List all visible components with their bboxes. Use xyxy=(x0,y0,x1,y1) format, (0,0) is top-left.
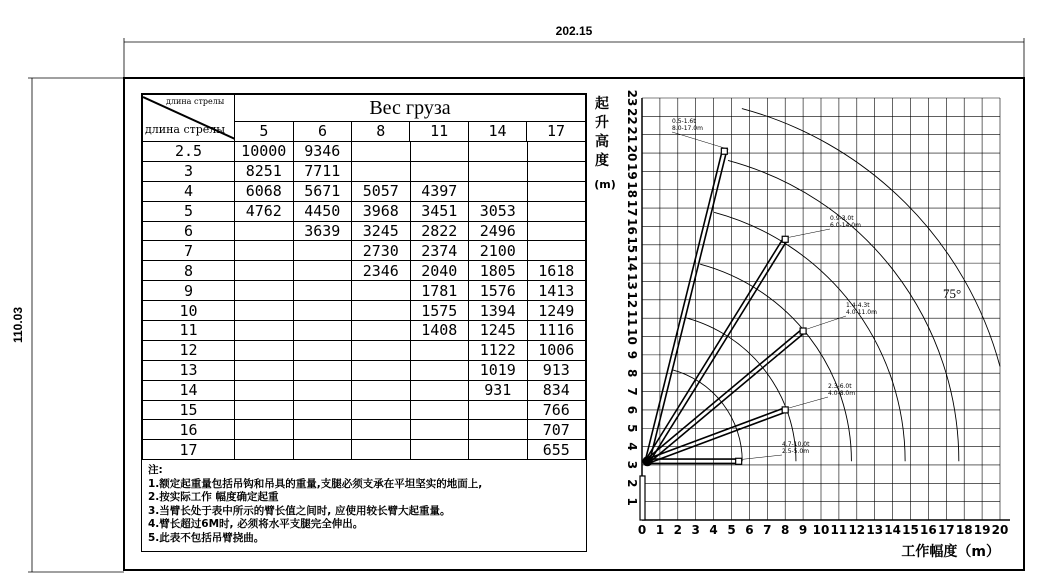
note-line: 4.臂长超过6M时, 必须将水平支腿完全伸出。 xyxy=(148,518,364,531)
load-value-cell: 2100 xyxy=(469,241,528,261)
load-value-cell: 1805 xyxy=(469,261,528,281)
load-value-cell: 766 xyxy=(527,400,586,420)
boom-label-length: 6.0-14.0m xyxy=(830,222,861,229)
table-row xyxy=(143,301,586,321)
table-row xyxy=(143,281,586,301)
boom-length-cell: 9 xyxy=(143,281,235,301)
x-tick-label: 9 xyxy=(798,523,808,537)
x-tick-label: 0 xyxy=(637,523,647,537)
boom-label-length: 2.5-5.0m xyxy=(782,448,810,455)
load-chart xyxy=(594,90,1010,560)
load-value-cell xyxy=(469,420,528,440)
boom-length-cell: 13 xyxy=(143,360,235,380)
x-tick-label: 5 xyxy=(727,523,736,537)
load-value-cell xyxy=(410,420,469,440)
table-row xyxy=(143,440,586,460)
x-tick-label: 3 xyxy=(691,523,700,537)
load-value-cell: 9346 xyxy=(293,142,352,162)
boom-tip xyxy=(782,236,788,242)
load-value-cell: 2496 xyxy=(469,221,528,241)
y-tick-label: 23 xyxy=(625,89,639,107)
load-value-cell xyxy=(352,420,411,440)
load-value-cell: 913 xyxy=(527,360,586,380)
load-value-cell xyxy=(352,400,411,420)
load-value-cell xyxy=(352,380,411,400)
load-table xyxy=(142,94,586,460)
table-row xyxy=(143,221,586,241)
load-value-cell: 1575 xyxy=(410,301,469,321)
load-value-cell xyxy=(527,221,586,241)
boom-length-cell: 8 xyxy=(143,261,235,281)
boom-label-length: 4.0-11.0m xyxy=(846,309,877,316)
y-tick-label: 22 xyxy=(625,107,639,125)
width-dimension-label: 202.15 xyxy=(555,24,593,38)
note-line: 2.按实际工作 幅度确定起重 xyxy=(148,491,279,504)
load-value-cell xyxy=(235,400,294,420)
load-value-cell xyxy=(469,440,528,460)
load-value-cell xyxy=(352,360,411,380)
boom-length-cell: 7 xyxy=(143,241,235,261)
boom-label-load: 1.4-4.3t xyxy=(846,302,870,309)
height-dimension-label: 110.03 xyxy=(11,306,25,344)
load-value-cell xyxy=(293,281,352,301)
table-row xyxy=(143,380,586,400)
load-value-cell: 1122 xyxy=(469,340,528,360)
boom-length-cell: 11 xyxy=(143,321,235,341)
load-value-cell xyxy=(352,440,411,460)
load-value-cell: 1245 xyxy=(469,321,528,341)
note-line: 1.额定起重量包括吊钩和吊具的重量,支腿必须支承在平坦坚实的地面上, xyxy=(148,477,483,490)
load-value-cell: 1413 xyxy=(527,281,586,301)
load-value-cell: 1006 xyxy=(527,340,586,360)
boom-label-leader xyxy=(789,397,828,408)
boom-tip xyxy=(721,148,727,154)
load-value-cell: 3053 xyxy=(469,201,528,221)
boom-label-load: 0.9-3.0t xyxy=(830,215,854,222)
load-value-cell xyxy=(527,241,586,261)
load-value-cell: 8251 xyxy=(235,161,294,181)
load-value-cell xyxy=(235,281,294,301)
load-value-cell xyxy=(235,221,294,241)
load-table-box xyxy=(141,93,587,552)
boom-length-cell: 14 xyxy=(143,380,235,400)
boom-length-cell: 6 xyxy=(143,221,235,241)
radius-header-cell: 17 xyxy=(527,122,585,141)
boom-length-cell: 15 xyxy=(143,400,235,420)
load-value-cell xyxy=(527,201,586,221)
load-value-cell: 931 xyxy=(469,380,528,400)
radius-header-cell: 14 xyxy=(468,122,526,141)
load-value-cell xyxy=(235,261,294,281)
y-tick-label: 9 xyxy=(625,350,639,360)
load-value-cell xyxy=(293,360,352,380)
load-value-cell xyxy=(410,360,469,380)
load-value-cell: 4450 xyxy=(293,201,352,221)
y-tick-label: 3 xyxy=(625,460,639,470)
load-value-cell xyxy=(235,301,294,321)
notes-block xyxy=(142,460,586,545)
x-tick-label: 10 xyxy=(812,523,830,537)
load-value-cell: 4397 xyxy=(410,181,469,201)
load-value-cell xyxy=(410,161,469,181)
x-tick-label: 14 xyxy=(884,523,901,537)
table-row xyxy=(143,201,586,221)
load-value-cell xyxy=(410,440,469,460)
corner-bottom-label: длина стрелы xyxy=(145,123,226,136)
load-value-cell xyxy=(352,301,411,321)
radius-header xyxy=(235,121,585,141)
table-corner-cell xyxy=(143,95,235,142)
load-value-cell xyxy=(527,181,586,201)
load-value-cell xyxy=(293,241,352,261)
load-value-cell xyxy=(527,161,586,181)
boom-label-leader xyxy=(789,229,830,237)
table-row xyxy=(143,241,586,261)
boom-length-cell: 16 xyxy=(143,420,235,440)
radius-header-cell: 8 xyxy=(352,122,410,141)
load-value-cell xyxy=(235,321,294,341)
table-row xyxy=(143,142,586,162)
load-value-cell xyxy=(410,142,469,162)
envelope-arc xyxy=(742,109,1000,367)
load-value-cell: 2730 xyxy=(352,241,411,261)
y-tick-label: 11 xyxy=(625,309,639,327)
x-tick-label: 20 xyxy=(991,523,1009,537)
table-row xyxy=(143,321,586,341)
x-tick-label: 13 xyxy=(866,523,884,537)
boom-label-length: 4.0-8.0m xyxy=(828,390,856,397)
boom-tip xyxy=(800,328,806,334)
y-axis-label-char: 升 xyxy=(595,115,609,131)
boom-tip xyxy=(736,458,742,464)
x-tick-label: 7 xyxy=(763,523,772,537)
load-value-cell xyxy=(469,142,528,162)
y-tick-label: 20 xyxy=(625,144,639,162)
y-tick-label: 6 xyxy=(625,405,639,415)
load-value-cell: 707 xyxy=(527,420,586,440)
y-axis-label-char: 高 xyxy=(595,134,609,150)
load-value-cell: 6068 xyxy=(235,181,294,201)
x-tick-label: 6 xyxy=(745,523,754,537)
load-value-cell xyxy=(352,340,411,360)
y-tick-label: 7 xyxy=(625,387,639,396)
load-value-cell xyxy=(352,161,411,181)
load-value-cell: 1408 xyxy=(410,321,469,341)
y-tick-label: 13 xyxy=(625,273,639,290)
x-tick-label: 1 xyxy=(655,523,665,537)
envelope-arc xyxy=(700,264,851,461)
load-value-cell: 2346 xyxy=(352,261,411,281)
load-value-cell: 4762 xyxy=(235,201,294,221)
load-value-cell: 5671 xyxy=(293,181,352,201)
boom-label-load: 4.7-10.0t xyxy=(782,441,810,448)
load-value-cell: 7711 xyxy=(293,161,352,181)
y-axis-label-char: 起 xyxy=(595,96,609,112)
table-row xyxy=(143,181,586,201)
boom-length-cell: 10 xyxy=(143,301,235,321)
table-row xyxy=(143,420,586,440)
boom-line xyxy=(646,238,784,460)
y-tick-label: 2 xyxy=(625,479,639,488)
load-value-cell: 5057 xyxy=(352,181,411,201)
y-tick-label: 10 xyxy=(625,328,639,345)
boom-line xyxy=(650,152,727,462)
x-tick-label: 2 xyxy=(673,523,682,537)
weight-title: Вес груза xyxy=(369,97,451,119)
table-row xyxy=(143,261,586,281)
load-value-cell: 3245 xyxy=(352,221,411,241)
y-tick-label: 15 xyxy=(625,236,639,254)
y-tick-label: 8 xyxy=(625,369,639,378)
x-tick-label: 17 xyxy=(937,523,955,537)
boom-length-cell: 17 xyxy=(143,440,235,460)
boom-tip xyxy=(782,407,788,413)
radius-header-cell: 5 xyxy=(235,122,293,141)
load-value-cell: 2040 xyxy=(410,261,469,281)
boom-label-load: 0.5-1.6t xyxy=(672,118,696,125)
load-value-cell: 1249 xyxy=(527,301,586,321)
load-value-cell: 655 xyxy=(527,440,586,460)
load-value-cell: 3451 xyxy=(410,201,469,221)
boom-length-cell: 5 xyxy=(143,201,235,221)
boom-length-cell: 12 xyxy=(143,340,235,360)
y-tick-label: 5 xyxy=(625,424,639,433)
y-axis-label-char: 度 xyxy=(595,153,609,169)
load-value-cell xyxy=(293,340,352,360)
load-value-cell xyxy=(235,440,294,460)
weight-header-cell xyxy=(235,95,586,142)
boom-line xyxy=(648,412,786,463)
y-tick-label: 1 xyxy=(625,497,639,506)
x-tick-label: 15 xyxy=(902,523,919,537)
x-tick-label: 18 xyxy=(955,523,973,537)
radius-header-cell: 6 xyxy=(293,122,351,141)
load-value-cell xyxy=(410,380,469,400)
load-value-cell: 1618 xyxy=(527,261,586,281)
radius-header-cell: 11 xyxy=(410,122,468,141)
y-tick-label: 17 xyxy=(625,199,639,217)
load-value-cell xyxy=(469,400,528,420)
note-line: 3.当臂长处于表中所示的臂长值之间时, 应使用较长臂大起重量。 xyxy=(148,504,451,517)
table-row xyxy=(143,340,586,360)
boom-line xyxy=(645,151,722,461)
boom-length-cell: 2.5 xyxy=(143,142,235,162)
load-value-cell: 1394 xyxy=(469,301,528,321)
note-line: 注: xyxy=(148,464,163,477)
load-value-cell xyxy=(235,340,294,360)
boom-length-cell: 3 xyxy=(143,161,235,181)
load-value-cell xyxy=(235,241,294,261)
boom-label-load: 2.3-6.0t xyxy=(828,383,852,390)
y-tick-label: 21 xyxy=(625,126,639,144)
y-tick-label: 4 xyxy=(625,442,639,451)
note-line: 5.此表不包括吊臂挠曲。 xyxy=(148,531,265,544)
load-value-cell: 1576 xyxy=(469,281,528,301)
y-tick-label: 12 xyxy=(625,291,639,309)
load-value-cell xyxy=(469,181,528,201)
table-row xyxy=(143,161,586,181)
load-value-cell: 2822 xyxy=(410,221,469,241)
y-tick-label: 18 xyxy=(625,181,639,199)
load-value-cell: 1116 xyxy=(527,321,586,341)
x-tick-label: 12 xyxy=(848,523,866,537)
load-value-cell xyxy=(293,261,352,281)
load-value-cell xyxy=(293,440,352,460)
load-value-cell xyxy=(293,420,352,440)
boom-label-length: 8.0-17.0m xyxy=(672,125,703,132)
table-row xyxy=(143,360,586,380)
load-value-cell: 2374 xyxy=(410,241,469,261)
table-row xyxy=(143,400,586,420)
x-tick-label: 19 xyxy=(973,523,991,537)
y-axis-unit: (m) xyxy=(594,178,616,191)
load-value-cell xyxy=(410,340,469,360)
load-value-cell xyxy=(293,380,352,400)
load-value-cell xyxy=(293,400,352,420)
crane-column xyxy=(640,476,645,520)
y-tick-label: 16 xyxy=(625,218,639,235)
boom-line xyxy=(646,329,802,459)
x-tick-label: 11 xyxy=(830,523,848,537)
load-value-cell: 1019 xyxy=(469,360,528,380)
load-value-cell xyxy=(293,321,352,341)
load-value-cell xyxy=(469,161,528,181)
load-value-cell xyxy=(235,420,294,440)
boom-label-leader xyxy=(743,455,782,459)
envelope-arc xyxy=(686,318,796,462)
load-value-cell: 1781 xyxy=(410,281,469,301)
y-tick-label: 14 xyxy=(625,254,639,272)
load-value-cell: 3968 xyxy=(352,201,411,221)
load-value-cell xyxy=(235,360,294,380)
angle-label: 75° xyxy=(943,286,962,301)
x-tick-label: 4 xyxy=(709,523,718,537)
load-value-cell xyxy=(352,142,411,162)
boom-line xyxy=(649,240,787,462)
x-tick-label: 16 xyxy=(920,523,937,537)
load-value-cell xyxy=(235,380,294,400)
load-value-cell xyxy=(410,400,469,420)
load-value-cell: 10000 xyxy=(235,142,294,162)
load-value-cell xyxy=(352,321,411,341)
load-value-cell xyxy=(527,142,586,162)
x-axis-label: 工作幅度（m） xyxy=(901,544,1000,560)
load-value-cell: 834 xyxy=(527,380,586,400)
y-tick-label: 19 xyxy=(625,163,639,180)
boom-length-cell: 4 xyxy=(143,181,235,201)
load-value-cell xyxy=(293,301,352,321)
x-tick-label: 8 xyxy=(781,523,790,537)
load-value-cell: 3639 xyxy=(293,221,352,241)
load-value-cell xyxy=(352,281,411,301)
corner-top-label: длина стрелы xyxy=(166,97,225,106)
